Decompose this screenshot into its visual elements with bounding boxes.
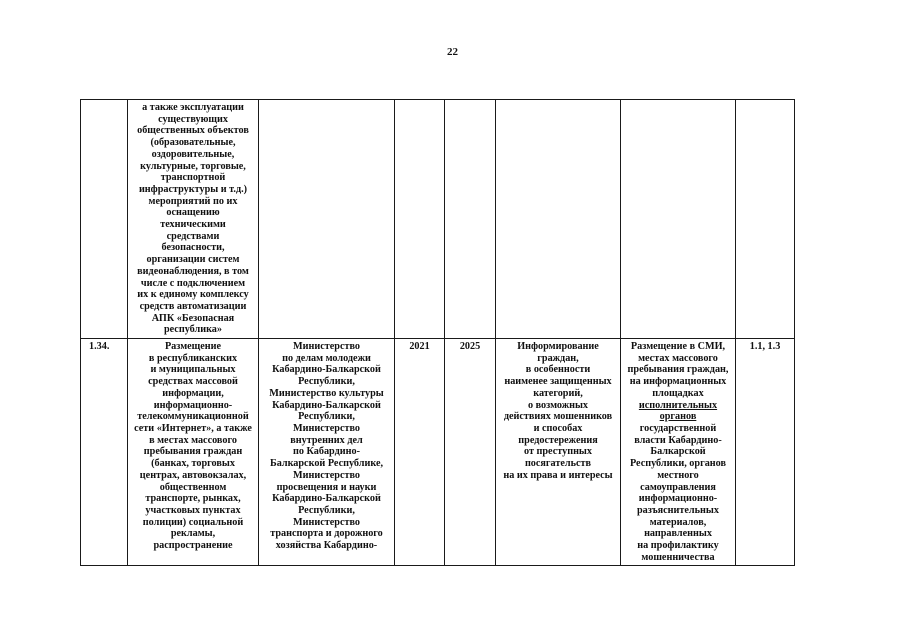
indicator-underlined-text: исполнительных органов	[638, 399, 718, 423]
indicator-text: Размещение в СМИ, местах массового пребывания граждан, на информационных площадках	[627, 341, 729, 399]
indicator-text: государственной власти Кабардино- Балкарской Республики, органов местного самоуправления информационно- разъяснительных материалов, направленных на профилактику мошенничества	[629, 422, 727, 563]
table-row	[81, 100, 795, 339]
link-cell	[736, 100, 795, 339]
start-year-cell	[395, 100, 445, 339]
table-row	[81, 339, 795, 566]
row-number-cell	[81, 100, 128, 339]
measure-cell: а также эксплуатации существующих общественных объектов (образовательные, оздоровительные, культурные, торговые, транспортной инфраструктуры и т.д.) мероприятий по их оснащению техническими средствами безопасности, организации систем видеонаблюдения, в том числе с подключением их к единому комплексу средств автоматизации АПК «Безопасная республика»	[128, 100, 259, 339]
end-year-cell: 2025	[445, 339, 496, 566]
row-number-cell: 1.34.	[81, 339, 128, 566]
end-year-cell	[445, 100, 496, 339]
indicator-cell	[621, 100, 736, 339]
measures-table	[80, 99, 795, 566]
link-cell: 1.1, 1.3	[736, 339, 795, 566]
expected-result-cell: Информирование граждан, в особенности наименее защищенных категорий, о возможных действиях мошенников и способах предостережения от преступных посягательств на их права и интересы	[496, 339, 621, 566]
expected-result-cell	[496, 100, 621, 339]
page-number: 22	[447, 46, 458, 58]
executors-cell: Министерство по делам молодежи Кабардино-Балкарской Республики, Министерство культуры Кабардино-Балкарской Республики, Министерство внутренних дел по Кабардино- Балкарской Республике, Министерство просвещения и науки Кабардино-Балкарской Республики, Министерство транспорта и дорожного хозяйства Кабардино-	[259, 339, 395, 566]
executors-cell	[259, 100, 395, 339]
start-year-cell: 2021	[395, 339, 445, 566]
measure-cell: Размещение в республиканских и муниципальных средствах массовой информации, информационно- телекоммуникационной сети «Интернет», а также в местах массового пребывания граждан (банках, торговых центрах, автовокзалах, общественном транспорте, рынках, участковых пунктах полиции) социальной рекламы, распространение	[128, 339, 259, 566]
indicator-cell	[621, 339, 736, 566]
